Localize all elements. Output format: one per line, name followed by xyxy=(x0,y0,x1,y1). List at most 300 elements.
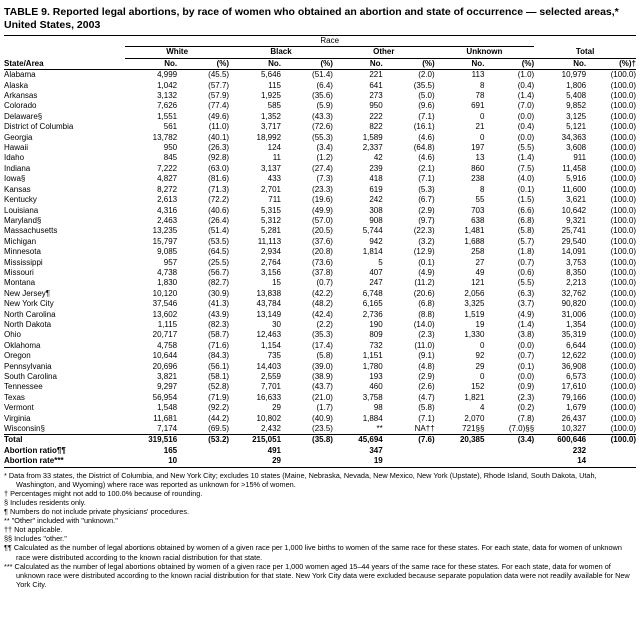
cell-other-pct: (22.3) xyxy=(413,226,435,236)
cell-total-pct: (100.0) xyxy=(610,372,636,381)
cell-black-pct: (5.9) xyxy=(316,101,333,111)
cell-state-area: South Carolina xyxy=(4,372,57,381)
table-row xyxy=(4,122,636,132)
cell-white-no: 3,132 xyxy=(157,91,178,101)
cell-total-no: 90,820 xyxy=(561,299,587,309)
cell-unknown-no: 238 xyxy=(471,174,485,184)
cell-white-pct: (64.5) xyxy=(208,247,230,257)
total-label: Total xyxy=(4,435,23,445)
cell-unknown-no: 49 xyxy=(475,267,485,277)
cell-white-pct: (84.3) xyxy=(208,351,230,361)
cell-other-pct: (20.6) xyxy=(413,288,435,298)
cell-unknown-no: 152 xyxy=(471,382,485,392)
cell-unknown-pct: (1.5) xyxy=(517,195,535,205)
column-header-black-pct: (%) xyxy=(320,58,333,68)
group-header-black: Black xyxy=(229,47,333,58)
cell-total-pct: (100.0) xyxy=(610,330,636,340)
cell-total-no: 31,006 xyxy=(561,309,587,319)
cell-total-no: 17,610 xyxy=(561,382,587,392)
cell-total-no: 5,408 xyxy=(566,91,587,101)
cell-other-no: 418 xyxy=(369,174,383,184)
cell-unknown-pct: (7.8) xyxy=(517,413,535,423)
cell-unknown-no: 691 xyxy=(471,101,485,111)
cell-white-no: 56,954 xyxy=(152,392,178,402)
cell-other-no: 460 xyxy=(369,382,383,392)
cell-unknown-pct: (6.8) xyxy=(517,215,535,225)
cell-total-no: 8,350 xyxy=(566,267,587,277)
table-row xyxy=(4,372,636,382)
abortion-ratio-other: 347 xyxy=(369,445,383,455)
cell-other-pct: (2.0) xyxy=(418,70,435,80)
cell-unknown-pct: (0.4) xyxy=(517,122,535,132)
cell-white-pct: (49.6) xyxy=(208,111,230,121)
cell-other-pct: (8.8) xyxy=(418,309,435,319)
group-header-total: Total xyxy=(534,47,636,58)
cell-white-no: 2,463 xyxy=(157,215,178,225)
cell-black-pct: (3.4) xyxy=(316,143,333,153)
cell-white-pct: (82.3) xyxy=(208,319,230,329)
cell-total-pct: (100.0) xyxy=(610,236,636,246)
cell-white-pct: (71.6) xyxy=(208,340,230,350)
cell-other-pct: (6.7) xyxy=(418,195,435,205)
cell-other-pct: (12.9) xyxy=(413,247,435,257)
table-row xyxy=(4,206,636,216)
cell-total-no: 10,642 xyxy=(561,205,587,215)
cell-unknown-no: 0 xyxy=(479,132,485,142)
cell-other-no: 190 xyxy=(369,319,383,329)
total-white-pct: (53.2) xyxy=(208,435,230,445)
cell-white-no: 13,235 xyxy=(152,226,178,236)
cell-other-pct: (7.1) xyxy=(418,174,435,184)
cell-total-pct: (100.0) xyxy=(610,351,636,361)
cell-other-pct: (6.8) xyxy=(418,299,435,309)
cell-total-pct: (100.0) xyxy=(610,278,636,288)
cell-black-no: 13,149 xyxy=(256,309,282,319)
cell-other-pct: (0.1) xyxy=(418,257,435,267)
cell-other-pct: (2.1) xyxy=(418,163,435,173)
cell-total-no: 2,213 xyxy=(566,278,587,288)
cell-white-no: 1,042 xyxy=(157,80,178,90)
cell-unknown-pct: (0.6) xyxy=(517,267,535,277)
cell-white-pct: (40.6) xyxy=(208,205,230,215)
cell-black-pct: (5.8) xyxy=(316,351,333,361)
cell-black-pct: (43.7) xyxy=(312,382,333,392)
cell-black-pct: (27.4) xyxy=(312,163,333,173)
cell-black-no: 5,281 xyxy=(260,226,282,236)
cell-unknown-pct: (0.0) xyxy=(517,372,535,381)
cell-white-pct: (71.3) xyxy=(208,184,230,194)
cell-total-no: 1,354 xyxy=(566,319,587,329)
cell-unknown-pct: (0.4) xyxy=(517,80,535,90)
table-row-abortion-ratio xyxy=(4,446,636,456)
cell-black-no: 735 xyxy=(267,351,282,361)
cell-total-no: 5,121 xyxy=(566,122,587,132)
footnote: ¶¶ Calculated as the number of legal abortions obtained by women of a given race per 1,000 live births to women of the same race for these states. For each state, data for women of unknown race were distributed according to the known racial distribution for that state. xyxy=(4,543,622,562)
cell-white-no: 4,999 xyxy=(157,70,178,80)
cell-other-pct: (64.8) xyxy=(413,143,435,153)
cell-total-no: 34,363 xyxy=(561,132,587,142)
cell-total-pct: (100.0) xyxy=(610,299,636,309)
cell-white-no: 561 xyxy=(163,122,178,132)
cell-black-pct: (1.2) xyxy=(316,153,333,163)
cell-white-pct: (41.3) xyxy=(208,299,230,309)
cell-black-no: 2,559 xyxy=(260,372,282,381)
cell-black-pct: (48.2) xyxy=(312,299,333,309)
cell-black-pct: (6.4) xyxy=(316,80,333,90)
cell-other-no: 247 xyxy=(369,278,383,288)
cell-white-no: 15,797 xyxy=(152,236,178,246)
cell-white-no: 1,551 xyxy=(157,111,178,121)
cell-white-pct: (72.2) xyxy=(208,195,230,205)
total-total-pct: (100.0) xyxy=(610,435,636,445)
cell-state-area: Oklahoma xyxy=(4,340,41,350)
cell-white-no: 7,222 xyxy=(157,163,178,173)
cell-unknown-pct: (2.3) xyxy=(517,392,535,402)
cell-white-pct: (25.5) xyxy=(208,257,230,267)
cell-total-pct: (100.0) xyxy=(610,101,636,111)
group-header-other: Other xyxy=(333,47,435,58)
cell-black-no: 30 xyxy=(272,319,282,329)
cell-total-pct: (100.0) xyxy=(610,392,636,402)
table-row xyxy=(4,195,636,205)
cell-white-pct: (81.6) xyxy=(208,174,230,184)
cell-other-pct: (9.1) xyxy=(418,351,435,361)
cell-unknown-no: 703 xyxy=(471,205,485,215)
cell-black-no: 5,315 xyxy=(260,205,282,215)
cell-total-no: 36,908 xyxy=(561,361,587,371)
cell-total-no: 3,125 xyxy=(566,111,587,121)
cell-unknown-no: 121 xyxy=(471,278,485,288)
cell-other-no: 2,337 xyxy=(362,143,383,153)
cell-black-pct: (2.2) xyxy=(316,319,333,329)
cell-unknown-no: 29 xyxy=(475,361,485,371)
abortion-ratio-total: 232 xyxy=(572,445,587,455)
cell-white-pct: (92.2) xyxy=(208,403,230,413)
cell-unknown-pct: (0.1) xyxy=(517,361,535,371)
cell-unknown-no: 8 xyxy=(479,80,485,90)
cell-black-pct: (23.5) xyxy=(312,424,333,434)
cell-white-no: 13,602 xyxy=(152,309,178,319)
cell-black-no: 585 xyxy=(267,101,282,111)
cell-black-pct: (20.8) xyxy=(312,247,333,257)
cell-black-pct: (21.0) xyxy=(312,392,333,402)
footnote: § Includes residents only. xyxy=(4,497,86,507)
cell-unknown-pct: (6.3) xyxy=(517,288,535,298)
table-row xyxy=(4,247,636,257)
cell-black-no: 3,137 xyxy=(260,163,282,173)
total-black-no: 215,051 xyxy=(252,435,282,445)
cell-other-no: 3,758 xyxy=(362,392,383,402)
cell-black-pct: (55.3) xyxy=(312,132,333,142)
cell-unknown-no: 13 xyxy=(475,153,485,163)
cell-white-no: 10,644 xyxy=(152,351,178,361)
abortion-ratio-label: Abortion ratio¶¶ xyxy=(4,445,66,455)
total-unknown-no: 20,385 xyxy=(459,435,485,445)
column-header-unknown-pct: (%) xyxy=(521,58,535,68)
abortion-rate-total: 14 xyxy=(577,456,587,466)
cell-black-pct: (73.6) xyxy=(312,257,333,267)
table-row xyxy=(4,330,636,340)
cell-other-no: 908 xyxy=(369,215,383,225)
cell-black-no: 16,633 xyxy=(256,392,282,402)
table-row xyxy=(4,310,636,320)
cell-unknown-pct: (1.4) xyxy=(517,319,535,329)
cell-other-no: 5,744 xyxy=(362,226,383,236)
cell-other-pct: (9.6) xyxy=(418,101,435,111)
table-row xyxy=(4,393,636,403)
cell-total-pct: (100.0) xyxy=(610,215,636,225)
table-row xyxy=(4,174,636,184)
cell-other-no: 732 xyxy=(369,340,383,350)
cell-other-pct: (5.0) xyxy=(418,91,435,101)
cell-other-pct: (2.3) xyxy=(418,330,435,340)
cell-unknown-pct: (4.9) xyxy=(517,309,535,319)
cell-white-no: 37,546 xyxy=(152,299,178,309)
cell-other-no: 193 xyxy=(369,372,383,381)
cell-white-no: 4,316 xyxy=(157,205,178,215)
table-row xyxy=(4,382,636,392)
cell-white-no: 20,717 xyxy=(152,330,178,340)
cell-total-no: 11,458 xyxy=(562,163,587,173)
cell-other-no: 6,748 xyxy=(362,288,383,298)
cell-white-pct: (69.5) xyxy=(208,424,230,434)
cell-unknown-pct: (5.7) xyxy=(517,236,535,246)
cell-other-no: 1,780 xyxy=(362,361,383,371)
cell-total-pct: (100.0) xyxy=(610,257,636,267)
cell-black-pct: (38.9) xyxy=(312,372,333,381)
cell-black-pct: (57.0) xyxy=(312,215,333,225)
cell-other-pct: (5.3) xyxy=(418,184,435,194)
cell-total-no: 1,806 xyxy=(566,80,587,90)
cell-total-no: 26,437 xyxy=(561,413,587,423)
cell-unknown-pct: (5.8) xyxy=(517,226,535,236)
cell-white-pct: (51.4) xyxy=(208,226,230,236)
cell-unknown-pct: (1.0) xyxy=(517,70,535,80)
cell-total-no: 3,753 xyxy=(566,257,587,267)
cell-total-no: 29,540 xyxy=(561,236,587,246)
cell-total-pct: (100.0) xyxy=(610,91,636,101)
cell-other-no: ** xyxy=(376,424,383,434)
cell-unknown-no: 113 xyxy=(471,70,485,80)
cell-black-no: 14,403 xyxy=(256,361,282,371)
cell-unknown-pct: (0.7) xyxy=(517,351,535,361)
cell-black-no: 15 xyxy=(272,278,282,288)
cell-state-area: Wisconsin§ xyxy=(4,424,45,434)
cell-state-area: New York City xyxy=(4,299,54,309)
cell-white-pct: (77.4) xyxy=(208,101,230,111)
cell-total-no: 79,166 xyxy=(561,392,587,402)
cell-other-pct: (35.5) xyxy=(413,80,435,90)
cell-other-pct: (11.2) xyxy=(414,278,435,288)
cell-other-pct: NA†† xyxy=(414,424,435,434)
table-row xyxy=(4,91,636,101)
cell-total-pct: (100.0) xyxy=(610,80,636,90)
cell-total-pct: (100.0) xyxy=(610,247,636,257)
cell-state-area: Tennessee xyxy=(4,382,43,392)
cell-unknown-pct: (0.0) xyxy=(517,111,535,121)
cell-other-no: 5 xyxy=(378,257,383,267)
cell-unknown-no: 860 xyxy=(471,163,485,173)
cell-total-no: 12,622 xyxy=(561,351,587,361)
cell-unknown-pct: (7.0) xyxy=(517,101,535,111)
cell-black-pct: (37.8) xyxy=(312,267,333,277)
cell-unknown-no: 55 xyxy=(475,195,485,205)
cell-other-no: 308 xyxy=(369,205,383,215)
cell-state-area: Hawaii xyxy=(4,143,29,153)
cell-white-no: 957 xyxy=(163,257,178,267)
column-header-unknown-no: No. xyxy=(471,58,485,68)
cell-black-no: 7,701 xyxy=(260,382,282,392)
cell-black-no: 5,646 xyxy=(260,70,282,80)
cell-unknown-no: 1,821 xyxy=(464,392,485,402)
cell-total-no: 6,644 xyxy=(566,340,587,350)
cell-state-area: New Jersey¶ xyxy=(4,288,51,298)
table-row xyxy=(4,237,636,247)
cell-white-pct: (92.8) xyxy=(208,153,230,163)
cell-total-pct: (100.0) xyxy=(610,153,636,163)
cell-other-pct: (2.6) xyxy=(418,382,435,392)
cell-state-area: Virginia xyxy=(4,413,31,423)
cell-state-area: Georgia xyxy=(4,132,33,142)
cell-black-no: 3,156 xyxy=(260,267,282,277)
column-header-other-pct: (%) xyxy=(422,58,435,68)
cell-black-pct: (20.5) xyxy=(312,226,333,236)
abortion-ratio-black: 491 xyxy=(267,445,282,455)
cell-state-area: Ohio xyxy=(4,330,21,340)
cell-other-no: 273 xyxy=(369,91,383,101)
cell-state-area: Michigan xyxy=(4,236,37,246)
cell-total-pct: (100.0) xyxy=(610,267,636,277)
cell-white-no: 1,548 xyxy=(157,403,178,413)
cell-unknown-no: 4 xyxy=(479,403,485,413)
cell-white-pct: (52.8) xyxy=(208,382,230,392)
cell-other-pct: (7.1) xyxy=(418,111,435,121)
cell-other-pct: (14.0) xyxy=(413,319,435,329)
cell-other-no: 239 xyxy=(369,163,383,173)
cell-other-pct: (4.6) xyxy=(418,153,435,163)
cell-white-pct: (58.1) xyxy=(208,372,230,381)
cell-unknown-pct: (0.0) xyxy=(517,132,535,142)
cell-white-no: 2,613 xyxy=(157,195,178,205)
cell-other-no: 822 xyxy=(369,122,383,132)
cell-white-no: 9,297 xyxy=(157,382,178,392)
cell-other-pct: (4.6) xyxy=(418,132,435,142)
cell-white-no: 11,681 xyxy=(153,413,178,423)
cell-total-pct: (100.0) xyxy=(610,132,636,142)
cell-white-no: 20,696 xyxy=(152,361,178,371)
cell-other-pct: (3.2) xyxy=(418,236,435,246)
cell-black-no: 18,992 xyxy=(256,132,282,142)
cell-state-area: Alaska xyxy=(4,80,29,90)
table-row xyxy=(4,258,636,268)
cell-unknown-no: 27 xyxy=(475,257,485,267)
cell-total-no: 10,327 xyxy=(561,424,587,434)
footnote: ** "Other" included with "unknown." xyxy=(4,516,118,526)
table-row xyxy=(4,112,636,122)
cell-white-pct: (63.0) xyxy=(208,163,230,173)
cell-unknown-no: 0 xyxy=(479,340,485,350)
cell-black-no: 711 xyxy=(268,195,282,205)
cell-other-no: 809 xyxy=(369,330,383,340)
cell-other-no: 222 xyxy=(369,111,383,121)
cell-total-no: 3,621 xyxy=(566,195,587,205)
cell-state-area: Delaware§ xyxy=(4,111,43,121)
cell-unknown-pct: (5.5) xyxy=(517,143,535,153)
cell-white-no: 845 xyxy=(163,153,178,163)
cell-unknown-no: 21 xyxy=(475,122,485,132)
table-row xyxy=(4,414,636,424)
cell-other-no: 242 xyxy=(369,195,383,205)
cell-white-no: 13,782 xyxy=(152,132,178,142)
table-row xyxy=(4,268,636,278)
cell-white-pct: (26.3) xyxy=(208,143,230,153)
column-header-other-no: No. xyxy=(369,58,383,68)
cell-white-pct: (43.9) xyxy=(208,309,230,319)
cell-white-pct: (57.7) xyxy=(208,80,230,90)
cell-total-pct: (100.0) xyxy=(610,288,636,298)
cell-black-pct: (49.9) xyxy=(312,205,333,215)
cell-other-no: 2,736 xyxy=(362,309,383,319)
cell-other-no: 1,814 xyxy=(362,247,383,257)
cell-state-area: Louisiana xyxy=(4,205,39,215)
total-other-no: 45,694 xyxy=(358,435,383,445)
table-row xyxy=(4,81,636,91)
total-other-pct: (7.6) xyxy=(418,435,435,445)
cell-black-no: 2,764 xyxy=(260,257,282,267)
cell-black-pct: (42.4) xyxy=(312,309,333,319)
race-supergroup-row xyxy=(4,36,636,47)
table-row xyxy=(4,351,636,361)
column-header-white-pct: (%) xyxy=(216,58,230,68)
cell-unknown-pct: (7.0)§§ xyxy=(508,424,535,434)
column-header-row xyxy=(4,58,636,69)
cell-total-no: 3,608 xyxy=(566,143,587,153)
cell-unknown-pct: (7.5) xyxy=(517,163,535,173)
cell-white-pct: (45.5) xyxy=(208,70,230,80)
table-row xyxy=(4,289,636,299)
cell-total-pct: (100.0) xyxy=(610,111,636,121)
cell-total-pct: (100.0) xyxy=(610,184,636,194)
cell-black-pct: (7.3) xyxy=(316,174,333,184)
cell-black-no: 3,717 xyxy=(260,122,282,132)
table-row xyxy=(4,299,636,309)
abortion-ratio-unknown xyxy=(435,446,485,456)
cell-unknown-pct: (4.0) xyxy=(517,174,535,184)
footnotes xyxy=(4,471,636,589)
cell-other-no: 6,165 xyxy=(362,299,383,309)
cell-white-pct: (11.0) xyxy=(208,122,230,132)
cell-unknown-no: 92 xyxy=(475,351,485,361)
cell-other-no: 619 xyxy=(369,184,383,194)
cell-total-pct: (100.0) xyxy=(610,413,636,423)
table-row xyxy=(4,403,636,413)
cell-state-area: North Carolina xyxy=(4,309,56,319)
cell-white-pct: (56.7) xyxy=(208,267,230,277)
cell-state-area: Oregon xyxy=(4,351,31,361)
cell-unknown-pct: (0.0) xyxy=(517,340,535,350)
cell-other-no: 42 xyxy=(373,153,383,163)
cell-black-pct: (23.3) xyxy=(312,184,333,194)
table-row xyxy=(4,133,636,143)
cell-unknown-pct: (0.9) xyxy=(517,382,535,392)
cell-black-no: 115 xyxy=(268,80,282,90)
cell-state-area: Idaho xyxy=(4,153,25,163)
cell-black-no: 29 xyxy=(272,403,282,413)
cell-white-pct: (58.7) xyxy=(208,330,230,340)
cell-total-pct: (100.0) xyxy=(610,122,636,132)
cell-state-area: Arkansas xyxy=(4,91,38,101)
cell-other-pct: (2.9) xyxy=(418,205,435,215)
